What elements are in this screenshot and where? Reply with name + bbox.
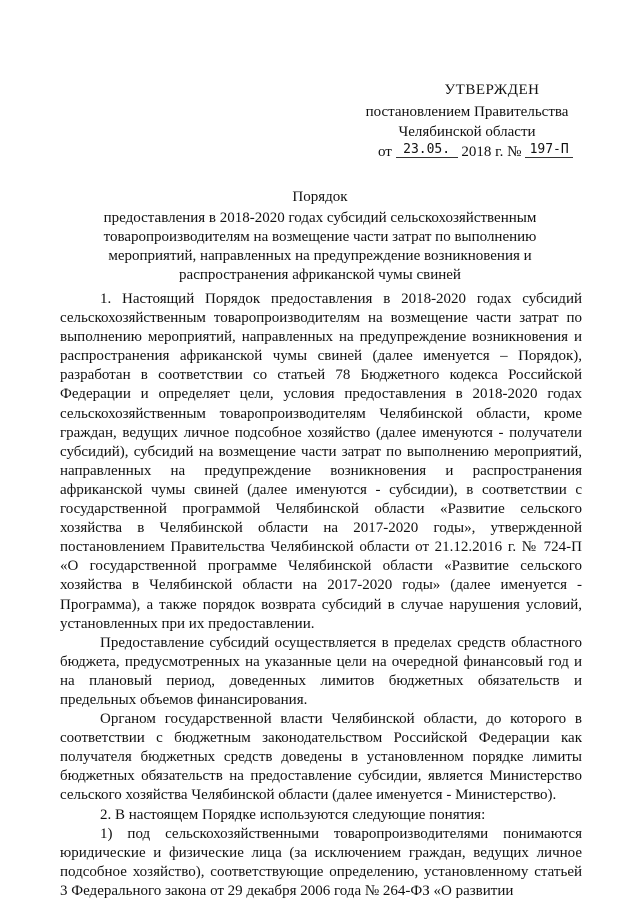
decree-number-filled: 197-П (525, 143, 573, 158)
document-body (60, 290, 582, 901)
document-title (92, 188, 548, 285)
title-heading: Порядок (292, 189, 348, 205)
region-label: Челябинской области (398, 124, 536, 140)
body-paragraph: 1) под сельскохозяйственными товаропроизводителями понимаются юридические и физические лица (за исключением граждан, ведущих личное подсобное хозяйство), соответствующие определению, установленному статьей 3 Федерального закона от 29 декабря 2006 года № 264-ФЗ «О развитии (60, 825, 582, 899)
decree-date-filled: 23.05. (396, 143, 458, 158)
body-paragraph: Предоставление субсидий осуществляется в пределах средств областного бюджета, предусмотренных на указанные цели на очередной финансовый год и на плановый период, доведенных лимитов бюджетных обязательств и предельных объемов финансирования. (60, 634, 582, 708)
body-paragraph: 1. Настоящий Порядок предоставления в 2018-2020 годах субсидий сельскохозяйственным товаропроизводителям на возмещение части затрат по выполнению мероприятий, направленных на предупреждение возникновения и распространения африканской чумы свиней (далее именуется – Порядок), разработан в соответствии со статьей 78 Бюджетного кодекса Российской Федерации и определяет цели, условия предоставления в 2018-2020 годах сельскохозяйственным товаропроизводителям Челябинской области, кроме граждан, ведущих личное подсобное хозяйство (далее именуются - получатели субсидий), субсидий на возмещение части затрат по выполнению мероприятий, направленных на предупреждение возникновения и распространения африканской чумы свиней (далее именуются - субсидии), в соответствии с государственной программой Челябинской области «Развитие сельского хозяйства в Челябинской области на 2017-2020 годы», утвержденной постановлением Правительства Челябинской области от 21.12.2016 г. № 724-П «О государственной программе Челябинской области «Развитие сельского хозяйства в Челябинской области на 2017-2020 годы» (далее именуется - Программа), а также порядок возврата субсидий в случае нарушения условий, установленных при их предоставлении. (60, 291, 582, 632)
body-paragraph: 2. В настоящем Порядке используются следующие понятия: (100, 806, 486, 823)
decree-year-number-label: 2018 г. № (461, 144, 522, 160)
decree-date-line (352, 142, 582, 162)
body-paragraph: Органом государственной власти Челябинской области, до которого в соответствии с бюджетным законодательством Российской Федерации как получателя бюджетных средств доведены в установленном порядке лимиты бюджетных обязательств на предоставление субсидии, является Министерство сельского хозяйства Челябинской области (далее именуется - Министерство). (60, 711, 582, 804)
approved-label: УТВЕРЖДЕН (444, 82, 540, 98)
approval-stamp (352, 80, 582, 162)
title-subtitle: предоставления в 2018-2020 годах субсидий сельскохозяйственным товаропроизводителям на возмещение части затрат по выполнению мероприятий, направленных на предупреждение возникновения и распространения африканской чумы свиней (103, 210, 537, 283)
decree-label: постановлением Правительства (365, 104, 569, 120)
from-label: от (378, 144, 392, 160)
